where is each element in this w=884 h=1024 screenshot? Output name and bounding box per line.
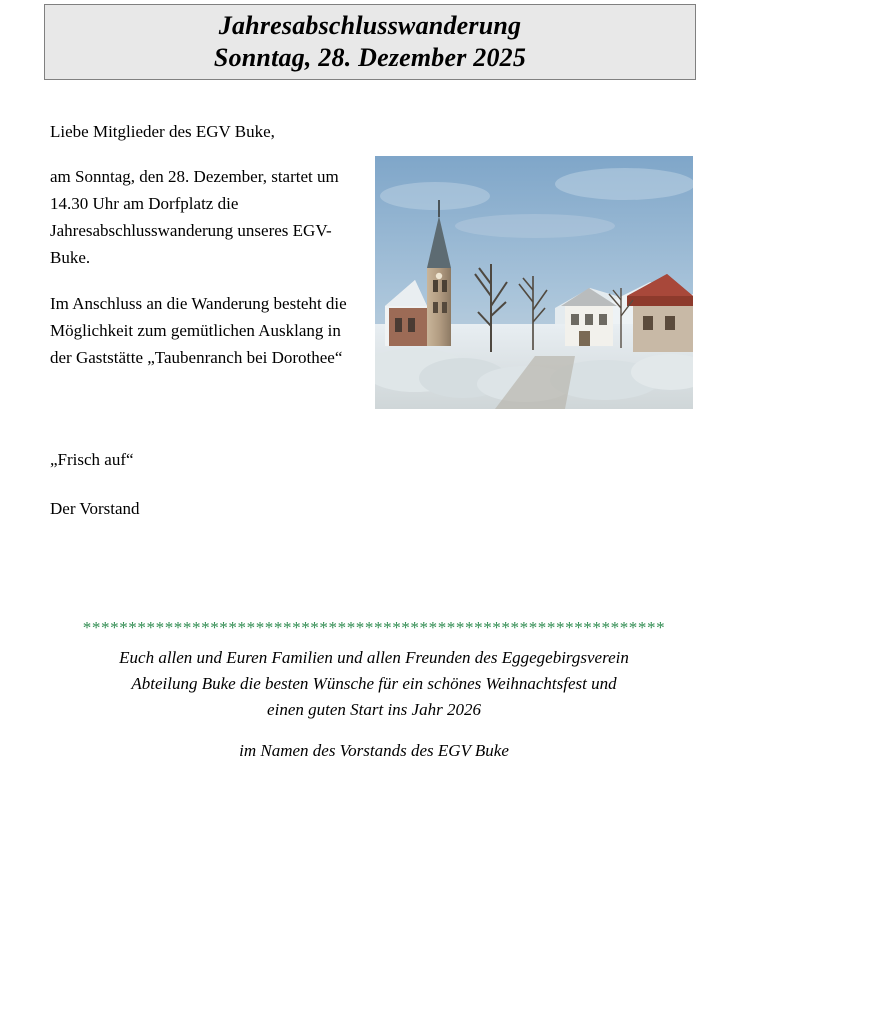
closing-phrase: „Frisch auf“ <box>50 450 134 469</box>
greeting-signature: im Namen des Vorstands des EGV Buke <box>239 741 509 760</box>
signature: Der Vorstand <box>50 499 140 518</box>
paragraph-2: Im Anschluss an die Wanderung besteht die Möglichkeit zum gemütlichen Ausklang in der Gaststätte „Taubenranch bei Dorothee“ <box>50 294 347 367</box>
letter-closing <box>50 446 380 522</box>
holiday-greeting <box>44 645 704 723</box>
star-divider: **************************************************************** <box>82 618 666 637</box>
letter-body <box>50 118 360 371</box>
title-line-1: Jahresabschlusswanderung <box>218 11 522 40</box>
title-line-2: Sonntag, 28. Dezember 2025 <box>213 43 527 72</box>
greeting-line-3: einen guten Start ins Jahr 2026 <box>267 700 481 719</box>
greeting-line-2: Abteilung Buke die besten Wünsche für ein schönes Weihnachtsfest und <box>131 674 617 693</box>
paragraph-1: am Sonntag, den 28. Dezember, startet um 14.30 Uhr am Dorfplatz die Jahresabschlusswanderung unseres EGV-Buke. <box>50 167 339 267</box>
salutation: Liebe Mitglieder des EGV Buke, <box>50 122 275 141</box>
greeting-line-1: Euch allen und Euren Familien und allen Freunden des Eggegebirgsverein <box>119 648 629 667</box>
title-banner <box>44 4 696 80</box>
village-church-winter-photo <box>375 156 693 409</box>
